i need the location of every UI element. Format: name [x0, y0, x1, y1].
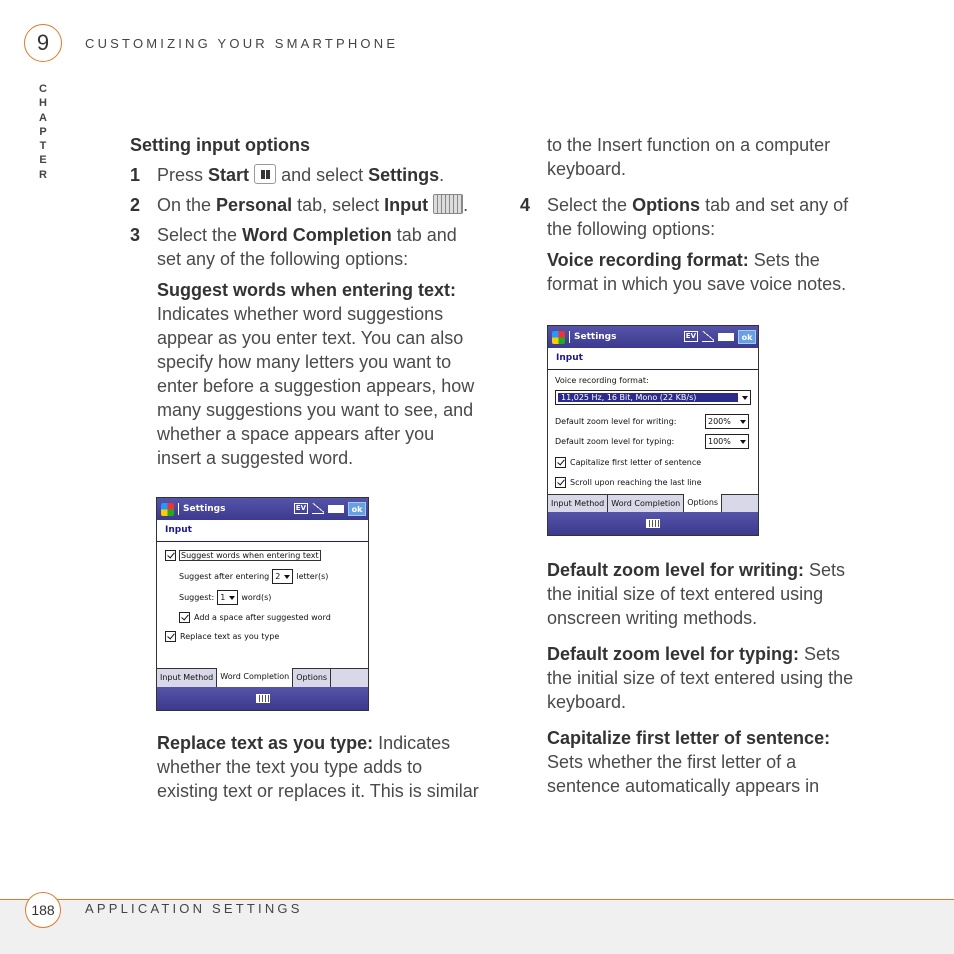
chevron-down-icon: [742, 396, 748, 400]
option-label: Default zoom level for writing:: [547, 560, 805, 580]
step-text: Select the: [547, 195, 633, 215]
tab-options[interactable]: Options: [293, 669, 331, 688]
battery-icon: [718, 333, 734, 341]
suggest-desc-line: Indicates whether word suggestions: [157, 304, 444, 324]
signal-icon: [312, 503, 324, 514]
suggest-desc-line: appear as you enter text. You can also: [157, 328, 464, 348]
ev-icon: EV: [685, 332, 696, 340]
suggest-after-dropdown[interactable]: [272, 569, 293, 584]
checkbox-label: Add a space after suggested word: [194, 613, 331, 622]
replace-option: [157, 731, 450, 755]
chevron-down-icon: [284, 575, 290, 579]
replace-desc-line: existing text or replaces it. This is similar: [157, 781, 479, 801]
options-screenshot: [547, 325, 759, 536]
tab-bar: [157, 668, 368, 688]
ok-button[interactable]: ok: [348, 502, 366, 516]
ok-button[interactable]: ok: [738, 330, 756, 344]
tab-word-completion[interactable]: Word Completion: [608, 495, 684, 514]
ev-icon: EV: [295, 504, 306, 512]
voice-format-dropdown[interactable]: [555, 390, 751, 405]
keyboard-icon: [433, 194, 463, 214]
capitalize-checkbox[interactable]: [555, 457, 701, 468]
start-term: Start: [208, 165, 250, 185]
chevron-down-icon: [229, 596, 235, 600]
writing-desc-line: onscreen writing methods.: [547, 608, 758, 628]
step-text: tab and set any of: [700, 195, 849, 215]
zoom-typing-row: [555, 434, 749, 449]
options-term: Options: [632, 195, 701, 215]
dropdown-value: 2: [275, 572, 281, 581]
checkbox-checked-icon[interactable]: [179, 612, 190, 623]
field-label: Suggest after entering: [179, 572, 270, 581]
step-4-line2: the following options:: [547, 219, 716, 239]
field-label: Default zoom level for typing:: [555, 437, 675, 446]
section-heading: Setting input options: [130, 135, 310, 155]
page-number: 188: [25, 892, 61, 928]
checkbox-checked-icon[interactable]: [555, 477, 566, 488]
option-label: Capitalize first letter of sentence:: [547, 728, 831, 748]
field-unit: word(s): [241, 593, 272, 602]
bottom-bar: [548, 512, 758, 535]
chevron-down-icon: [740, 440, 746, 444]
checkbox-label: Suggest words when entering text: [181, 551, 319, 560]
windows-logo-icon: [552, 331, 565, 344]
voice-format-label: Voice recording format:: [555, 376, 649, 385]
option-label: Replace text as you type:: [157, 733, 374, 753]
continued-line: to the Insert function on a computer: [547, 135, 831, 155]
screen-title: Input: [548, 348, 758, 370]
step-text: .: [463, 195, 469, 215]
tab-word-completion[interactable]: Word Completion: [217, 668, 293, 689]
voice-format-row: [555, 390, 751, 405]
step-number: 3: [130, 225, 141, 245]
typing-desc-line: the initial size of text entered using the: [547, 668, 854, 688]
keyboard-icon[interactable]: [256, 694, 270, 703]
capitalize-desc-line: Sets whether the first letter of a: [547, 752, 797, 772]
start-icon: [254, 164, 276, 184]
dropdown-value: 200%: [708, 417, 731, 426]
chapter-title: CUSTOMIZING YOUR SMARTPHONE: [85, 36, 399, 51]
suggest-desc-line: enter before a suggestion appears, how: [157, 376, 475, 396]
checkbox-label: Replace text as you type: [180, 632, 280, 641]
chevron-down-icon: [740, 420, 746, 424]
suggest-desc-line: insert a suggested word.: [157, 448, 354, 468]
option-label: Default zoom level for typing:: [547, 644, 800, 664]
zoom-writing-row: [555, 414, 749, 429]
app-title: Settings: [574, 332, 617, 342]
tab-bar: [548, 494, 758, 514]
title-bar: [157, 498, 368, 520]
scroll-checkbox[interactable]: [555, 477, 702, 488]
voice-desc-line: format in which you save voice notes.: [547, 274, 847, 294]
chapter-label: CHAPTER: [39, 83, 47, 181]
option-text: Sets: [804, 560, 846, 580]
settings-term: Settings: [368, 165, 440, 185]
dropdown-value: 11,025 Hz, 16 Bit, Mono (22 KB/s): [558, 393, 738, 402]
suggest-after-row: [179, 569, 328, 584]
writing-option: [547, 558, 845, 582]
dropdown-value: 100%: [708, 437, 731, 446]
step-text: and select: [281, 165, 369, 185]
word-completion-screenshot: [156, 497, 369, 711]
typing-desc-line: keyboard.: [547, 692, 627, 712]
capitalize-desc-line: sentence automatically appears in: [547, 776, 820, 796]
checkbox-label: Scroll upon reaching the last line: [570, 478, 702, 487]
word-completion-term: Word Completion: [242, 225, 392, 245]
app-title: Settings: [183, 504, 226, 514]
step-number: 4: [520, 195, 531, 215]
replace-desc-line: whether the text you type adds to: [157, 757, 423, 777]
suggest-option: [157, 278, 456, 302]
writing-desc-line: the initial size of text entered using: [547, 584, 824, 604]
step-text: tab, select: [292, 195, 385, 215]
chapter-number: 9: [24, 24, 62, 62]
voice-option: [547, 248, 820, 272]
step-1: [157, 163, 444, 187]
signal-icon: [702, 331, 714, 342]
tab-input-method[interactable]: Input Method: [548, 495, 608, 514]
option-text: Indicates: [373, 733, 451, 753]
screen-title: Input: [157, 520, 368, 542]
field-label: Suggest:: [179, 593, 215, 602]
tab-input-method[interactable]: Input Method: [157, 669, 217, 688]
checkbox-checked-icon[interactable]: [555, 457, 566, 468]
option-text: Sets the: [748, 250, 820, 270]
suggest-count-row: [179, 590, 271, 605]
bottom-bar: [157, 687, 368, 710]
option-label: Voice recording format:: [547, 250, 749, 270]
step-text: .: [439, 165, 445, 185]
step-3-line2: set any of the following options:: [157, 249, 409, 269]
zoom-typing-dropdown[interactable]: [705, 434, 749, 449]
continued-line: keyboard.: [547, 159, 627, 179]
option-label: Suggest words when entering text:: [157, 280, 457, 300]
suggest-desc-line: specify how many letters you want to: [157, 352, 452, 372]
field-unit: letter(s): [296, 572, 329, 581]
step-number: 2: [130, 195, 141, 215]
step-2: [157, 193, 468, 217]
step-text: On the: [157, 195, 217, 215]
step-text: tab and: [391, 225, 457, 245]
checkbox-label: Capitalize first letter of sentence: [570, 458, 702, 467]
capitalize-option: [547, 726, 830, 750]
step-number: 1: [130, 165, 141, 185]
field-label: Default zoom level for writing:: [555, 417, 677, 426]
personal-term: Personal: [216, 195, 293, 215]
dropdown-value: 1: [220, 593, 226, 602]
suggest-desc-line: whether a space appears after you: [157, 424, 435, 444]
tab-options[interactable]: Options: [684, 494, 722, 515]
typing-option: [547, 642, 840, 666]
replace-text-checkbox[interactable]: [165, 631, 279, 642]
suggest-words-checkbox[interactable]: [165, 550, 320, 561]
add-space-checkbox[interactable]: [179, 612, 331, 623]
zoom-writing-dropdown[interactable]: [705, 414, 749, 429]
step-text: Press: [157, 165, 209, 185]
option-text: Sets: [799, 644, 841, 664]
step-3: [157, 223, 457, 247]
step-text: Select the: [157, 225, 243, 245]
checkbox-checked-icon[interactable]: [165, 550, 176, 561]
section-title: APPLICATION SETTINGS: [85, 901, 303, 916]
suggest-desc-line: many suggestions you want to see, and: [157, 400, 474, 420]
checkbox-checked-icon[interactable]: [165, 631, 176, 642]
keyboard-icon[interactable]: [646, 519, 660, 528]
step-4: [547, 193, 848, 217]
title-bar: [548, 326, 758, 348]
input-term: Input: [384, 195, 429, 215]
suggest-count-dropdown[interactable]: [217, 590, 238, 605]
windows-logo-icon: [161, 503, 174, 516]
battery-icon: [328, 505, 344, 513]
